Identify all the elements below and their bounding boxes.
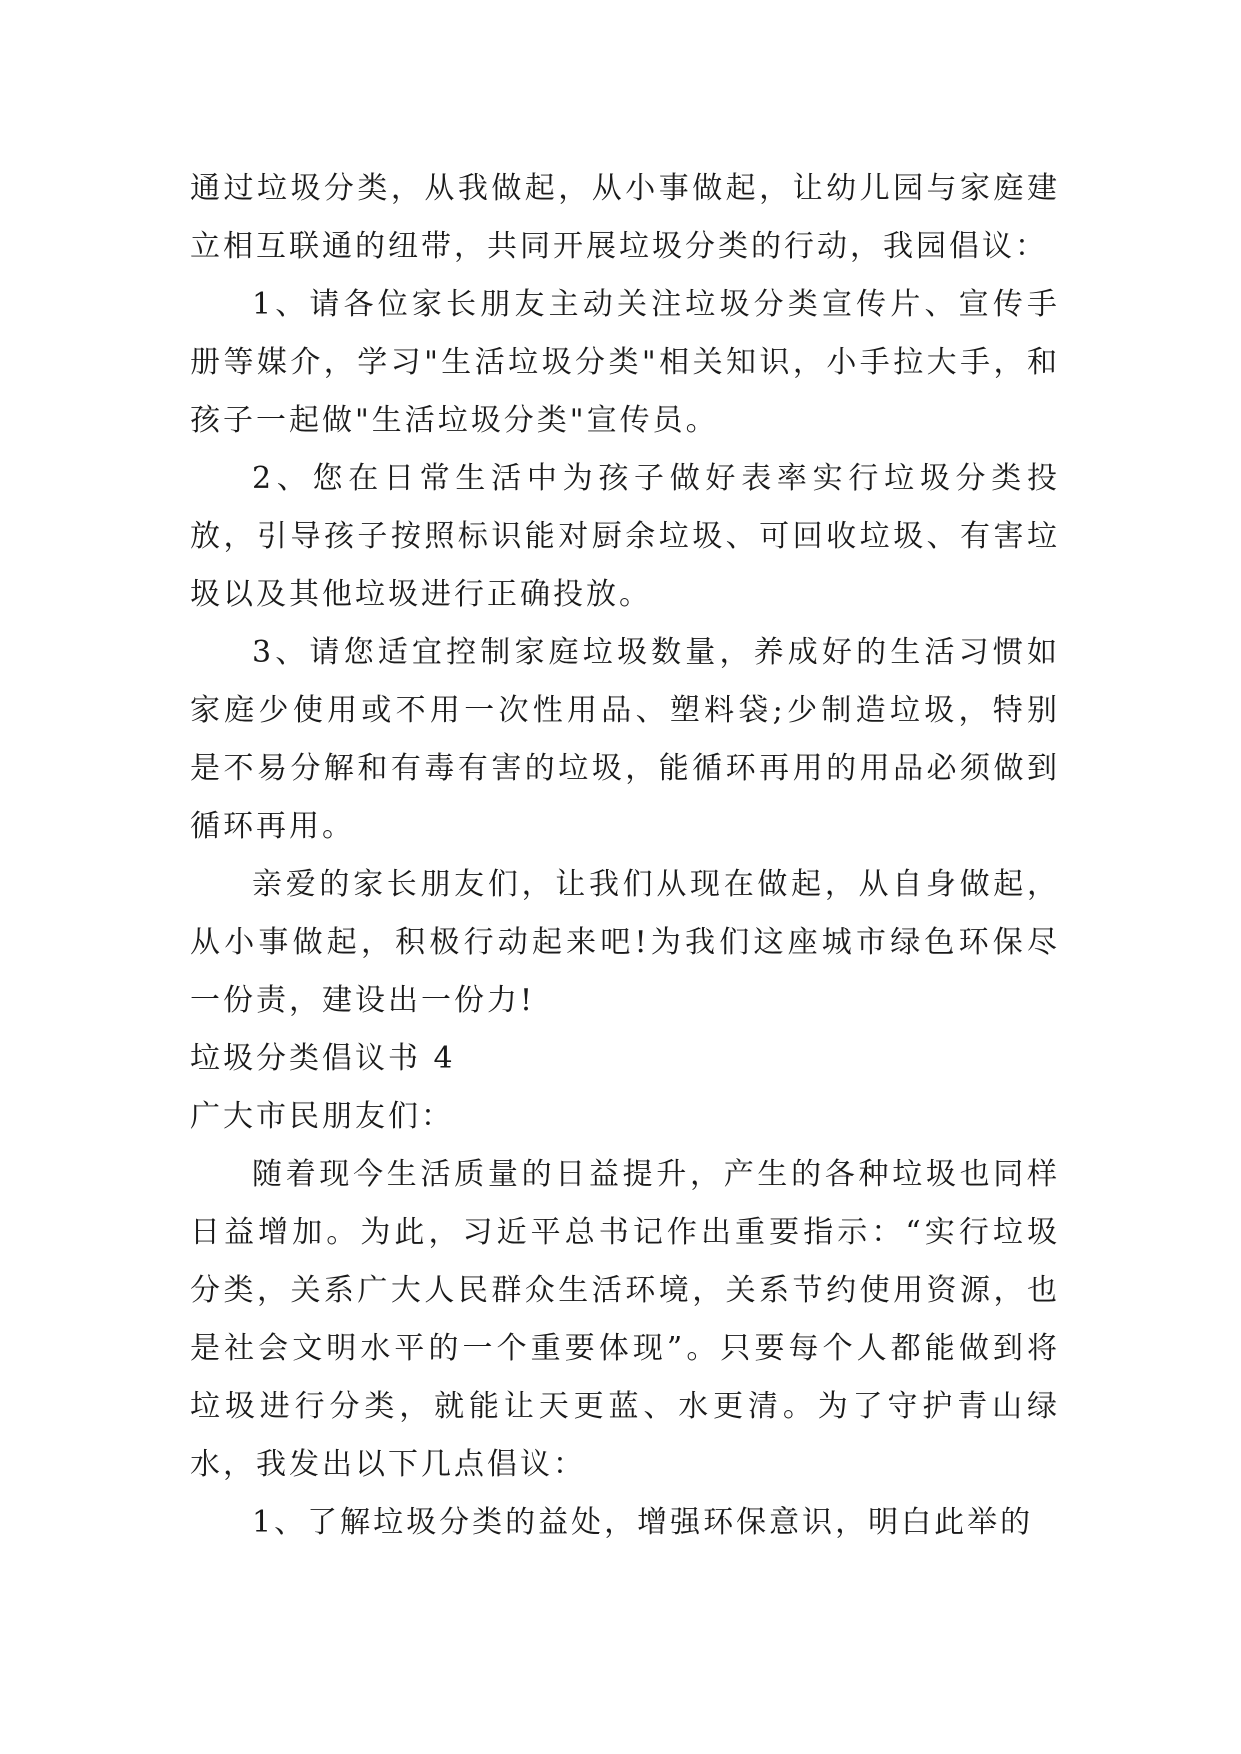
paragraph-item-1: 1、请各位家长朋友主动关注垃圾分类宣传片、宣传手册等媒介，学习"生活垃圾分类"相关知识，小手拉大手，和孩子一起做"生活垃圾分类"宣传员。 [190, 287, 1060, 438]
document-page [190, 160, 1060, 1552]
paragraph-item-3: 3、请您适宜控制家庭垃圾数量，养成好的生活习惯如家庭少使用或不用一次性用品、塑料袋;少制造垃圾，特别是不易分解和有毒有害的垃圾，能循环再用的用品必须做到循环再用。 [190, 635, 1060, 844]
paragraph-closing: 亲爱的家长朋友们，让我们从现在做起，从自身做起，从小事做起，积极行动起来吧!为我们这座城市绿色环保尽一份责，建设出一份力! [190, 867, 1060, 1018]
paragraph-body: 随着现今生活质量的日益提升，产生的各种垃圾也同样日益增加。为此，习近平总书记作出重要指示：“实行垃圾分类，关系广大人民群众生活环境，关系节约使用资源，也是社会文明水平的一个重要体现”。只要每个人都能做到将垃圾进行分类，就能让天更蓝、水更清。为了守护青山绿水，我发出以下几点倡议： [190, 1157, 1060, 1482]
section-title: 垃圾分类倡议书 4 [190, 1041, 456, 1076]
paragraph-item-2: 2、您在日常生活中为孩子做好表率实行垃圾分类投放，引导孩子按照标识能对厨余垃圾、可回收垃圾、有害垃圾以及其他垃圾进行正确投放。 [190, 461, 1060, 612]
salutation: 广大市民朋友们： [190, 1099, 454, 1134]
paragraph-proposal-1: 1、了解垃圾分类的益处，增强环保意识，明白此举的 [252, 1505, 1034, 1540]
paragraph-intro: 通过垃圾分类，从我做起，从小事做起，让幼儿园与家庭建立相互联通的纽带，共同开展垃圾分类的行动，我园倡议： [190, 171, 1060, 264]
